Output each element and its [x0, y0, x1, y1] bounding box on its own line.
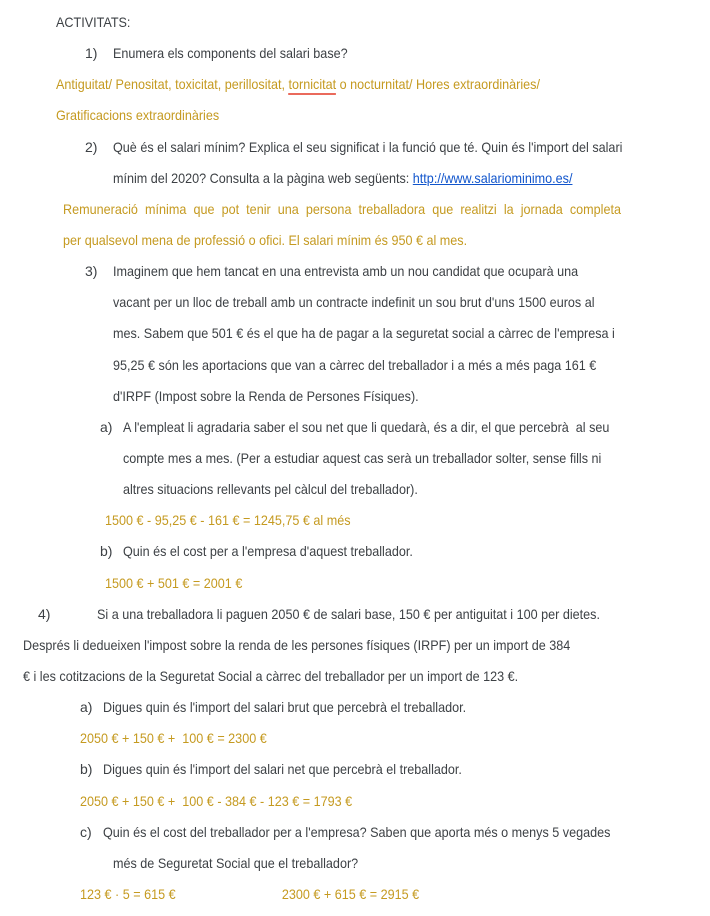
answer-4a: [0, 723, 710, 754]
question-4-text-line-3: € i les cotitzacions de la Seguretat Social a càrrec del treballador per un import de 123 €.: [23, 667, 519, 684]
answer-4b-text: 2050 € + 150 € + 100 € - 384 € - 123 € = 1793 €: [80, 792, 353, 809]
question-4a: [0, 692, 710, 723]
doc-title-text: ACTIVITATS:: [56, 14, 131, 30]
question-3-text-line-3: mes. Sabem que 501 € és el que ha de pagar a la seguretat social a càrrec de l'empresa i: [113, 325, 615, 342]
question-2-marker: 2): [85, 138, 98, 155]
question-3-text-line-4: 95,25 € són les aportacions que van a càrrec del treballador i a més a més paga 161 €: [113, 356, 597, 373]
question-4b: [0, 754, 710, 785]
answer-4c-left: 123 € · 5 = 615 €: [80, 885, 176, 902]
answer-3b-text: 1500 € + 501 € = 2001 €: [105, 574, 243, 591]
question-4b-marker: b): [80, 761, 93, 778]
question-3a-line-3: [0, 474, 710, 505]
question-4-text-line-2: Després li dedueixen l'impost sobre la renda de les persones físiques (IRPF) per un import de 384: [23, 636, 571, 653]
question-2-line-1: [0, 132, 710, 163]
question-3a-text-line-3: altres situacions rellevants pel càlcul del treballador).: [123, 481, 418, 498]
answer-1-line-1: [0, 69, 710, 100]
question-4c-marker: c): [80, 823, 92, 840]
misspelled-word: tornicitat: [289, 76, 337, 95]
answer-3b: [0, 568, 710, 599]
question-3a-line-1: [0, 412, 710, 443]
answer-1-part1: Antiguitat/ Penositat, toxicitat, perillositat,: [56, 76, 289, 93]
question-4-marker: 4): [38, 605, 51, 622]
question-1-marker: 1): [85, 45, 98, 62]
answer-1-line-2: [0, 100, 710, 131]
question-4-line-2: [0, 630, 710, 661]
answer-3a: [0, 505, 710, 536]
question-4c-text-line-2: més de Seguretat Social que el treballador?: [113, 854, 359, 871]
question-4a-text: Digues quin és l'import del salari brut que percebrà el treballador.: [103, 699, 467, 716]
salariominimo-link[interactable]: http://www.salariominimo.es/: [412, 169, 573, 186]
question-3-marker: 3): [85, 263, 98, 280]
question-3-line-5: [0, 381, 710, 412]
question-3a-text-line-1: A l'empleat li agradaria saber el sou net que li quedarà, és a dir, el que percebrà al seu: [123, 418, 610, 435]
question-3b-text: Quin és el cost per a l'empresa d'aquest treballador.: [123, 543, 413, 560]
answer-4c-right: 2300 € + 615 € = 2915 €: [281, 885, 420, 902]
answer-3a-text: 1500 € - 95,25 € - 161 € = 1245,75 € al més: [105, 512, 351, 529]
question-3-line-2: [0, 287, 710, 318]
question-4c-line-2: [0, 848, 710, 879]
question-3-line-3: [0, 318, 710, 349]
question-3b-marker: b): [100, 543, 113, 560]
question-3b: [0, 536, 710, 567]
question-3-line-1: [0, 256, 710, 287]
answer-2-line-2: [0, 225, 710, 256]
question-4-line-1: [0, 599, 710, 630]
answer-2-line-2-text: per qualsevol mena de professió o ofici. El salari mínim és 950 € al mes.: [63, 231, 468, 248]
question-3a-line-2: [0, 443, 710, 474]
question-4a-marker: a): [80, 699, 93, 716]
question-2-text-line-2: mínim del 2020? Consulta a la pàgina web següents:: [113, 169, 413, 186]
question-2-line-2: [0, 163, 710, 194]
question-1: [0, 38, 710, 69]
question-3a-text-line-2: compte mes a mes. (Per a estudiar aquest cas serà un treballador solter, sense fills ni: [123, 449, 602, 466]
question-4b-text: Digues quin és l'import del salari net que percebrà el treballador.: [103, 761, 462, 778]
question-3-line-4: [0, 350, 710, 381]
answer-1-line-2-text: Gratificacions extraordinàries: [56, 107, 220, 124]
question-4c-text-line-1: Quin és el cost del treballador per a l'empresa? Saben que aporta més o menys 5 vegades: [103, 823, 611, 840]
answer-4c: [0, 879, 710, 910]
answer-1-part2: o nocturnitat/ Hores extraordinàries/: [336, 76, 540, 93]
question-4c-line-1: [0, 817, 710, 848]
question-4-line-3: [0, 661, 710, 692]
answer-2-line-1-text: Remuneració mínima que pot tenir una persona treballadora que realitzi la jornada completa: [63, 200, 621, 217]
answer-2-line-1: [0, 194, 710, 225]
question-3-text-line-5: d'IRPF (Impost sobre la Renda de Persones Físiques).: [113, 387, 419, 404]
doc-title: [0, 7, 710, 38]
question-2-text-line-1: Què és el salari mínim? Explica el seu significat i la funció que té. Quin és l'import del salari: [113, 138, 623, 155]
answer-4a-text: 2050 € + 150 € + 100 € = 2300 €: [80, 730, 267, 747]
question-3a-marker: a): [100, 418, 113, 435]
question-1-text: Enumera els components del salari base?: [113, 45, 348, 62]
answer-4b: [0, 786, 710, 817]
question-3-text-line-1: Imaginem que hem tancat en una entrevista amb un nou candidat que ocuparà una: [113, 263, 579, 280]
question-3-text-line-2: vacant per un lloc de treball amb un contracte indefinit un sou brut d'uns 1500 euros al: [113, 294, 595, 311]
question-4-text-line-1: Si a una treballadora li paguen 2050 € de salari base, 150 € per antiguitat i 100 per dietes.: [97, 605, 600, 622]
